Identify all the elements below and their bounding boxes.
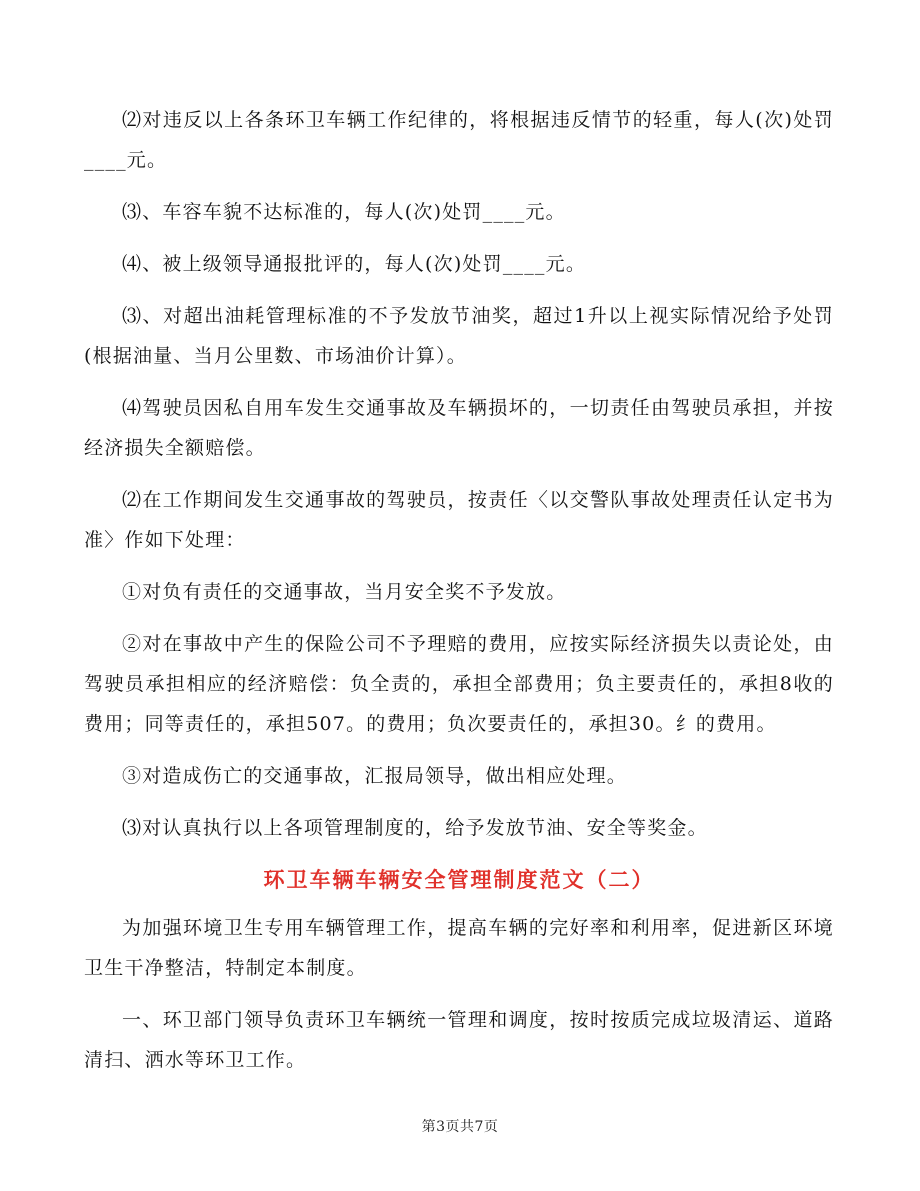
- paragraph-6: ⑵在工作期间发生交通事故的驾驶员，按责任〈以交警队事故处理责任认定书为准〉作如下处理：: [84, 489, 834, 551]
- paragraph-2: ⑶、车容车貌不达标准的，每人(次)处罚____元。: [122, 201, 566, 223]
- paragraph-3: ⑷、被上级领导通报批评的，每人(次)处罚____元。: [122, 253, 587, 275]
- paragraph-12: 一、环卫部门领导负责环卫车辆统一管理和调度，按时按质完成垃圾清运、道路清扫、洒水等环卫工作。: [84, 1009, 834, 1071]
- paragraph-11: 为加强环境卫生专用车辆管理工作，提高车辆的完好率和利用率，促进新区环境卫生干净整洁，特制定本制度。: [84, 917, 834, 979]
- paragraph-1: ⑵对违反以上各条环卫车辆工作纪律的，将根据违反情节的轻重，每人(次)处罚____元。: [84, 109, 834, 171]
- document-page: [84, 100, 834, 1092]
- section-title: 环卫车辆车辆安全管理制度范文（二）: [263, 868, 655, 892]
- page-number: 第3页共7页: [421, 1119, 499, 1135]
- paragraph-4: ⑶、对超出油耗管理标准的不予发放节油奖，超过1升以上视实际情况给予处罚(根据油量、当月公里数、市场油价计算）。: [84, 305, 834, 367]
- paragraph-9: ③对造成伤亡的交通事故，汇报局领导，做出相应处理。: [122, 765, 628, 787]
- paragraph-7: ①对负有责任的交通事故，当月安全奖不予发放。: [122, 581, 567, 603]
- paragraph-10: ⑶对认真执行以上各项管理制度的，给予发放节油、安全等奖金。: [122, 817, 708, 839]
- paragraph-5: ⑷驾驶员因私自用车发生交通事故及车辆损坏的，一切责任由驾驶员承担，并按经济损失全额赔偿。: [84, 397, 834, 459]
- paragraph-8: ②对在事故中产生的保险公司不予理赔的费用，应按实际经济损失以责论处，由驾驶员承担相应的经济赔偿：负全责的，承担全部费用；负主要责任的，承担8收的费用；同等责任的，承担507。的费用；负次要责任的，承担30。纟的费用。: [84, 633, 834, 735]
